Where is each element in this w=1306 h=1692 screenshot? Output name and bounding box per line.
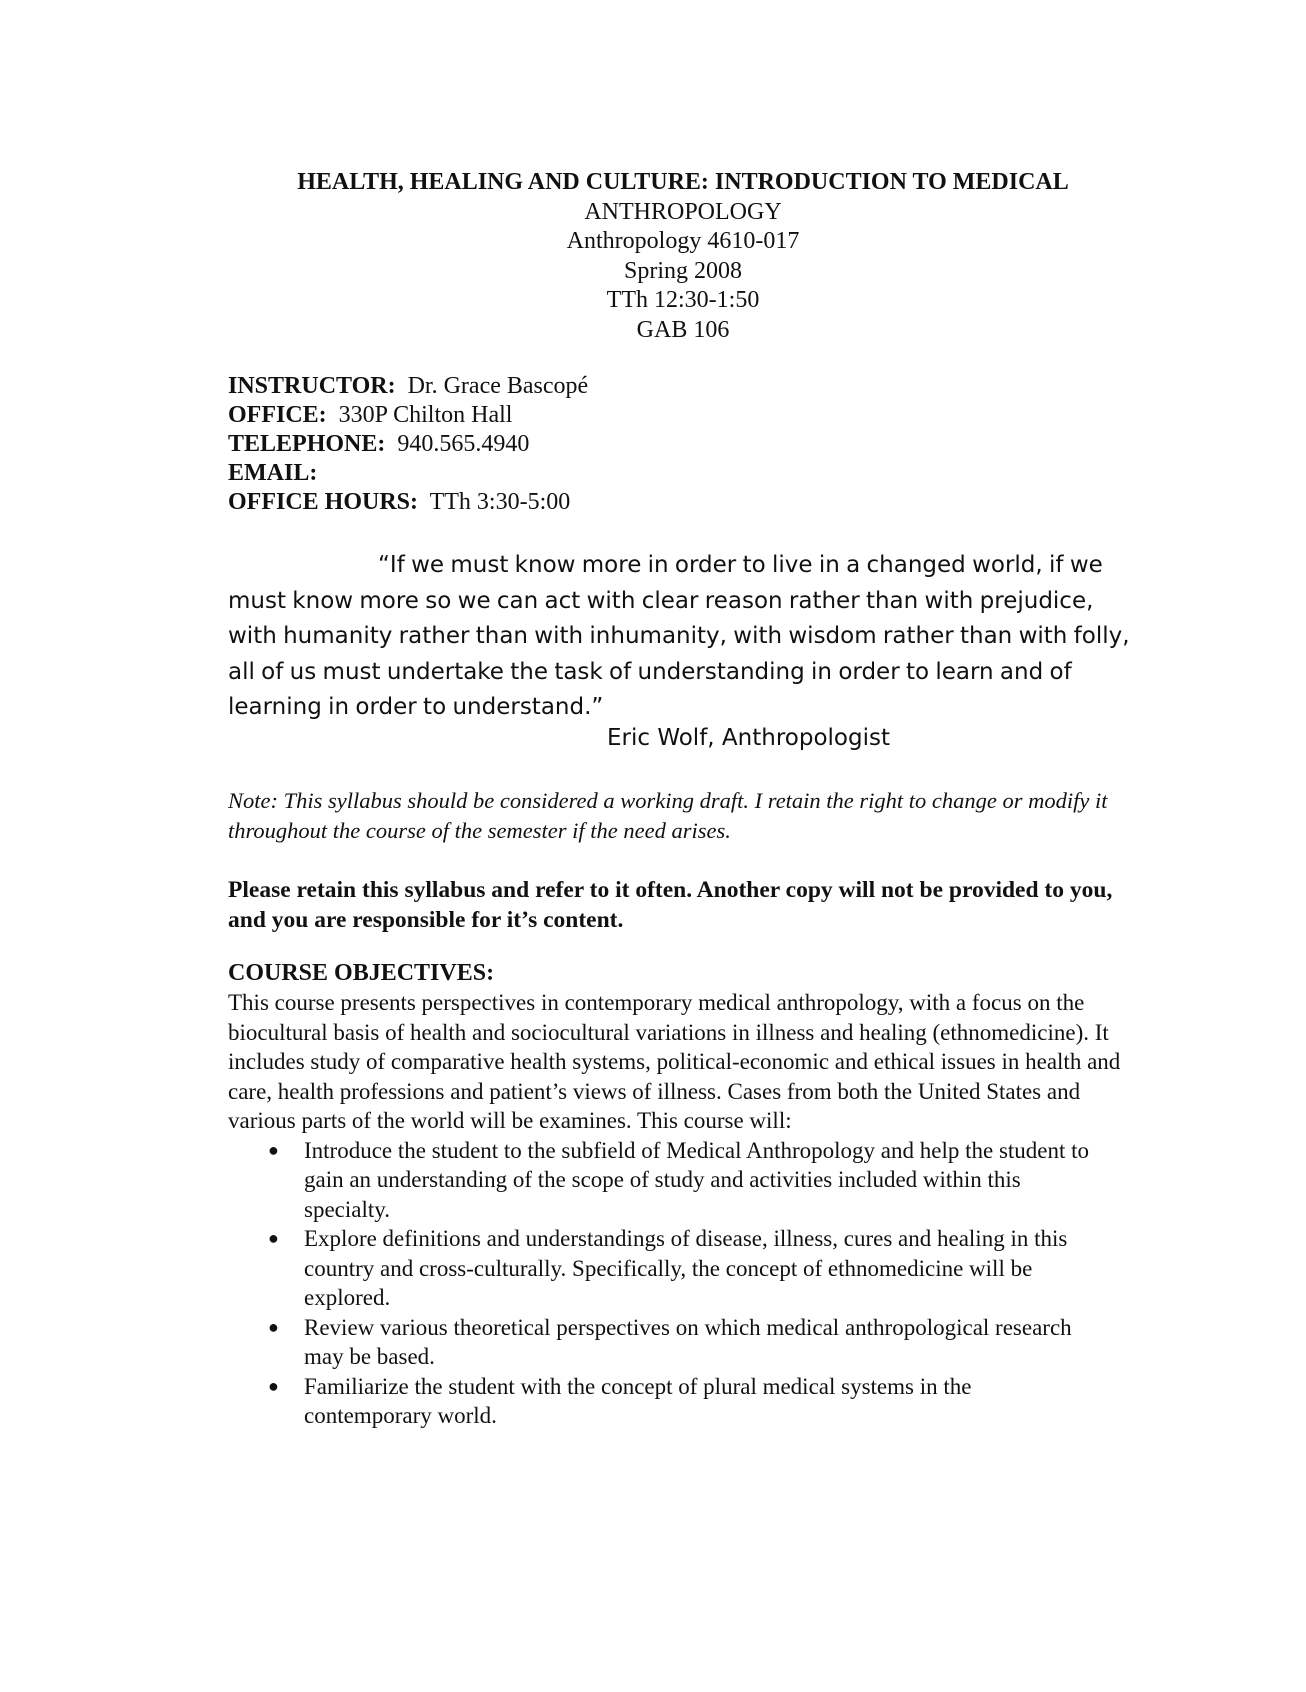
course-term: Spring 2008: [623, 257, 742, 284]
email-row: [228, 459, 1128, 488]
quote-attribution: Eric Wolf, Anthropologist: [607, 725, 890, 751]
email-label: EMAIL:: [228, 460, 318, 486]
telephone-label: TELEPHONE:: [228, 431, 386, 457]
instructor-value: Dr. Grace Bascopé: [407, 373, 589, 399]
bullet-icon: ●: [268, 1375, 279, 1396]
objective-text: Introduce the student to the subfield of Medical Anthropology and help the student to gain an understanding of the scope of study and activities included within this specialty.: [304, 1137, 1090, 1222]
list-item: [228, 1136, 1148, 1225]
bullet-icon: ●: [268, 1139, 279, 1160]
draft-note: Note: This syllabus should be considered a working draft. I retain the right to change or modify it throughout the course of the semester if the need arises.: [228, 788, 1108, 843]
bullet-icon: ●: [268, 1228, 279, 1248]
office-label: OFFICE:: [228, 402, 327, 428]
course-objectives-section: [228, 958, 1148, 1431]
quote-text: “If we must know more in order to live in a changed world, if we must know more so we can act with clear reason rather than with prejudice, with humanity rather than with inhumanity, with wisdom rather than with folly, all of us must undertake the task of understanding in order to learn and of learning in order to understand.”: [228, 552, 1130, 720]
bullet-icon: ●: [268, 1316, 279, 1337]
instructor-row: [228, 372, 1128, 401]
epigraph-quote: [228, 548, 1148, 726]
course-title: HEALTH, HEALING AND CULTURE: INTRODUCTION TO MEDICAL: [297, 169, 1069, 195]
telephone-row: [228, 430, 1128, 459]
objectives-intro: This course presents perspectives in contemporary medical anthropology, with a focus on the biocultural basis of health and sociocultural variations in illness and healing (ethnomedicine). It includes study of comparative health systems, political-economic and ethical issues in health and care, health professions and patient’s views of illness. Cases from both the United States and various parts of the world will be examines. This course will:: [228, 990, 1121, 1133]
course-room: GAB 106: [636, 316, 730, 343]
office-row: [228, 401, 1128, 430]
instructor-label: INSTRUCTOR:: [228, 373, 396, 399]
course-subtitle: ANTHROPOLOGY: [584, 198, 782, 225]
telephone-value: 940.565.4940: [397, 431, 530, 457]
objectives-list: [228, 1136, 1148, 1431]
course-number: Anthropology 4610-017: [566, 228, 800, 254]
retain-notice: Please retain this syllabus and refer to it often. Another copy will not be provided to you, and you are responsible for it’s content.: [228, 877, 1113, 933]
objective-text: Review various theoretical perspectives on which medical anthropological research may be based.: [304, 1314, 1072, 1369]
list-item: [228, 1372, 1148, 1431]
objective-text: Familiarize the student with the concept of plural medical systems in the contemporary world.: [304, 1373, 972, 1428]
office-hours-value: TTh 3:30-5:00: [429, 489, 571, 515]
office-hours-label: OFFICE HOURS:: [228, 489, 419, 515]
office-hours-row: [228, 488, 1128, 517]
course-schedule: TTh 12:30-1:50: [606, 287, 760, 313]
office-value: 330P Chilton Hall: [338, 402, 513, 428]
list-item: [228, 1313, 1148, 1372]
objectives-heading: COURSE OBJECTIVES:: [228, 960, 495, 986]
course-header: [228, 168, 1138, 345]
contact-block: [228, 372, 1128, 517]
objective-text: Explore definitions and understandings of disease, illness, cures and healing in this country and cross-culturally. Specifically, the concept of ethnomedicine will be explored.: [304, 1226, 1068, 1310]
list-item: [228, 1224, 1148, 1313]
